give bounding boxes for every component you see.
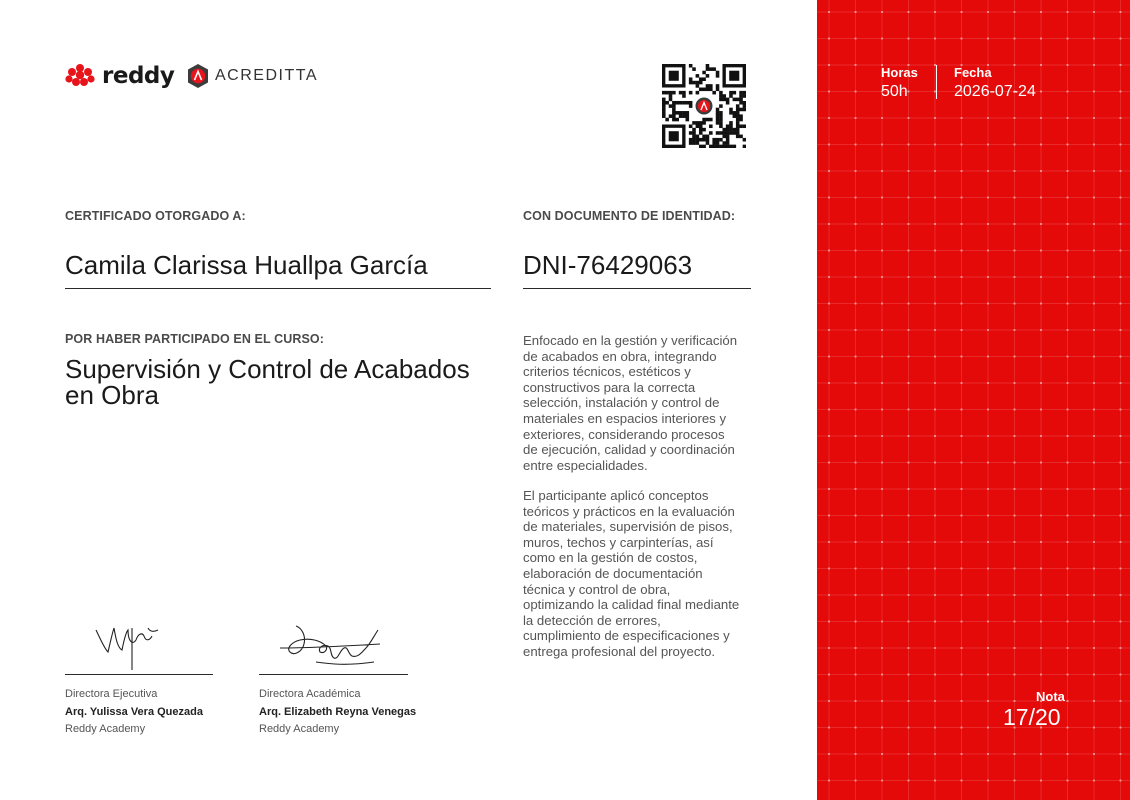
sidebar-grid-pattern bbox=[817, 0, 1130, 800]
course-title-line: Supervisión y Control de Acabados bbox=[65, 354, 470, 384]
acreditta-logo bbox=[186, 63, 318, 89]
description-line: El participante aplicó conceptos bbox=[523, 488, 709, 503]
acreditta-badge-icon bbox=[186, 63, 210, 89]
description-line: muros, techos y carpinterías, así bbox=[523, 534, 714, 550]
date-value: 2026-07-24 bbox=[954, 83, 1036, 100]
signature-2-name: Arq. Elizabeth Reyna Venegas bbox=[259, 706, 417, 718]
red-sidebar bbox=[817, 0, 1130, 800]
hours-value: 50h bbox=[881, 83, 908, 100]
qr-code-icon[interactable] bbox=[662, 64, 746, 148]
header-separator bbox=[936, 65, 937, 99]
signature-1-name: Arq. Yulissa Vera Quezada bbox=[65, 706, 203, 718]
course-title bbox=[65, 356, 505, 408]
description-line: optimizando la calidad final mediante bbox=[523, 597, 740, 613]
description-line: la detección de errores, bbox=[523, 612, 661, 628]
id-label: CON DOCUMENTO DE IDENTIDAD: bbox=[523, 209, 736, 223]
signature-2-line bbox=[259, 674, 408, 675]
description-line: entre especialidades. bbox=[523, 457, 648, 473]
description-line: de ejecución, calidad y coordinación bbox=[523, 442, 735, 458]
signature-2-role: Directora Académica bbox=[259, 688, 361, 700]
grade-value: 17/20 bbox=[1003, 704, 1061, 730]
description-line: criterios técnicos, estéticos y bbox=[523, 364, 691, 380]
signature-2-org: Reddy Academy bbox=[259, 723, 340, 735]
hours-label: Horas bbox=[881, 65, 918, 80]
description-line: cumplimiento de especificaciones y bbox=[523, 628, 730, 644]
signature-2-image bbox=[276, 618, 382, 672]
signature-1-role: Directora Ejecutiva bbox=[65, 688, 158, 700]
signature-1-org: Reddy Academy bbox=[65, 723, 146, 735]
description-line: constructivos para la correcta bbox=[523, 379, 696, 395]
acreditta-wordmark: ACREDITTA bbox=[215, 67, 318, 84]
description-line: selección, instalación y control de bbox=[523, 395, 720, 411]
reddy-logo bbox=[64, 62, 174, 90]
id-value: DNI-76429063 bbox=[523, 250, 693, 280]
description-line: entrega profesional del proyecto. bbox=[523, 643, 716, 659]
name-underline bbox=[65, 288, 491, 289]
grade-label: Nota bbox=[1036, 689, 1065, 704]
description-line: como en la gestión de costos, bbox=[523, 550, 698, 566]
course-description-2 bbox=[523, 488, 763, 660]
signature-1-image bbox=[92, 618, 162, 672]
description-line: Enfocado en la gestión y verificación bbox=[523, 333, 738, 348]
description-line: de acabados en obra, integrando bbox=[523, 348, 717, 364]
id-underline bbox=[523, 288, 751, 289]
description-line: elaboración de documentación bbox=[523, 565, 703, 581]
recipient-name: Camila Clarissa Huallpa García bbox=[65, 250, 428, 280]
course-title-line: en Obra bbox=[65, 380, 159, 410]
description-line: exteriores, considerando procesos bbox=[523, 426, 725, 442]
description-line: técnica y control de obra, bbox=[523, 581, 671, 597]
date-label: Fecha bbox=[954, 65, 992, 80]
reddy-wordmark: reddy bbox=[102, 63, 175, 89]
course-label: POR HABER PARTICIPADO EN EL CURSO: bbox=[65, 332, 324, 346]
awarded-to-label: CERTIFICADO OTORGADO A: bbox=[65, 209, 246, 223]
description-line: de materiales, supervisión de pisos, bbox=[523, 519, 733, 535]
reddy-flower-icon bbox=[64, 63, 96, 89]
signature-1-line bbox=[65, 674, 213, 675]
description-line: teóricos y prácticos en la evaluación bbox=[523, 503, 735, 519]
course-description-1 bbox=[523, 333, 763, 473]
description-line: materiales en espacios interiores y bbox=[523, 410, 727, 426]
